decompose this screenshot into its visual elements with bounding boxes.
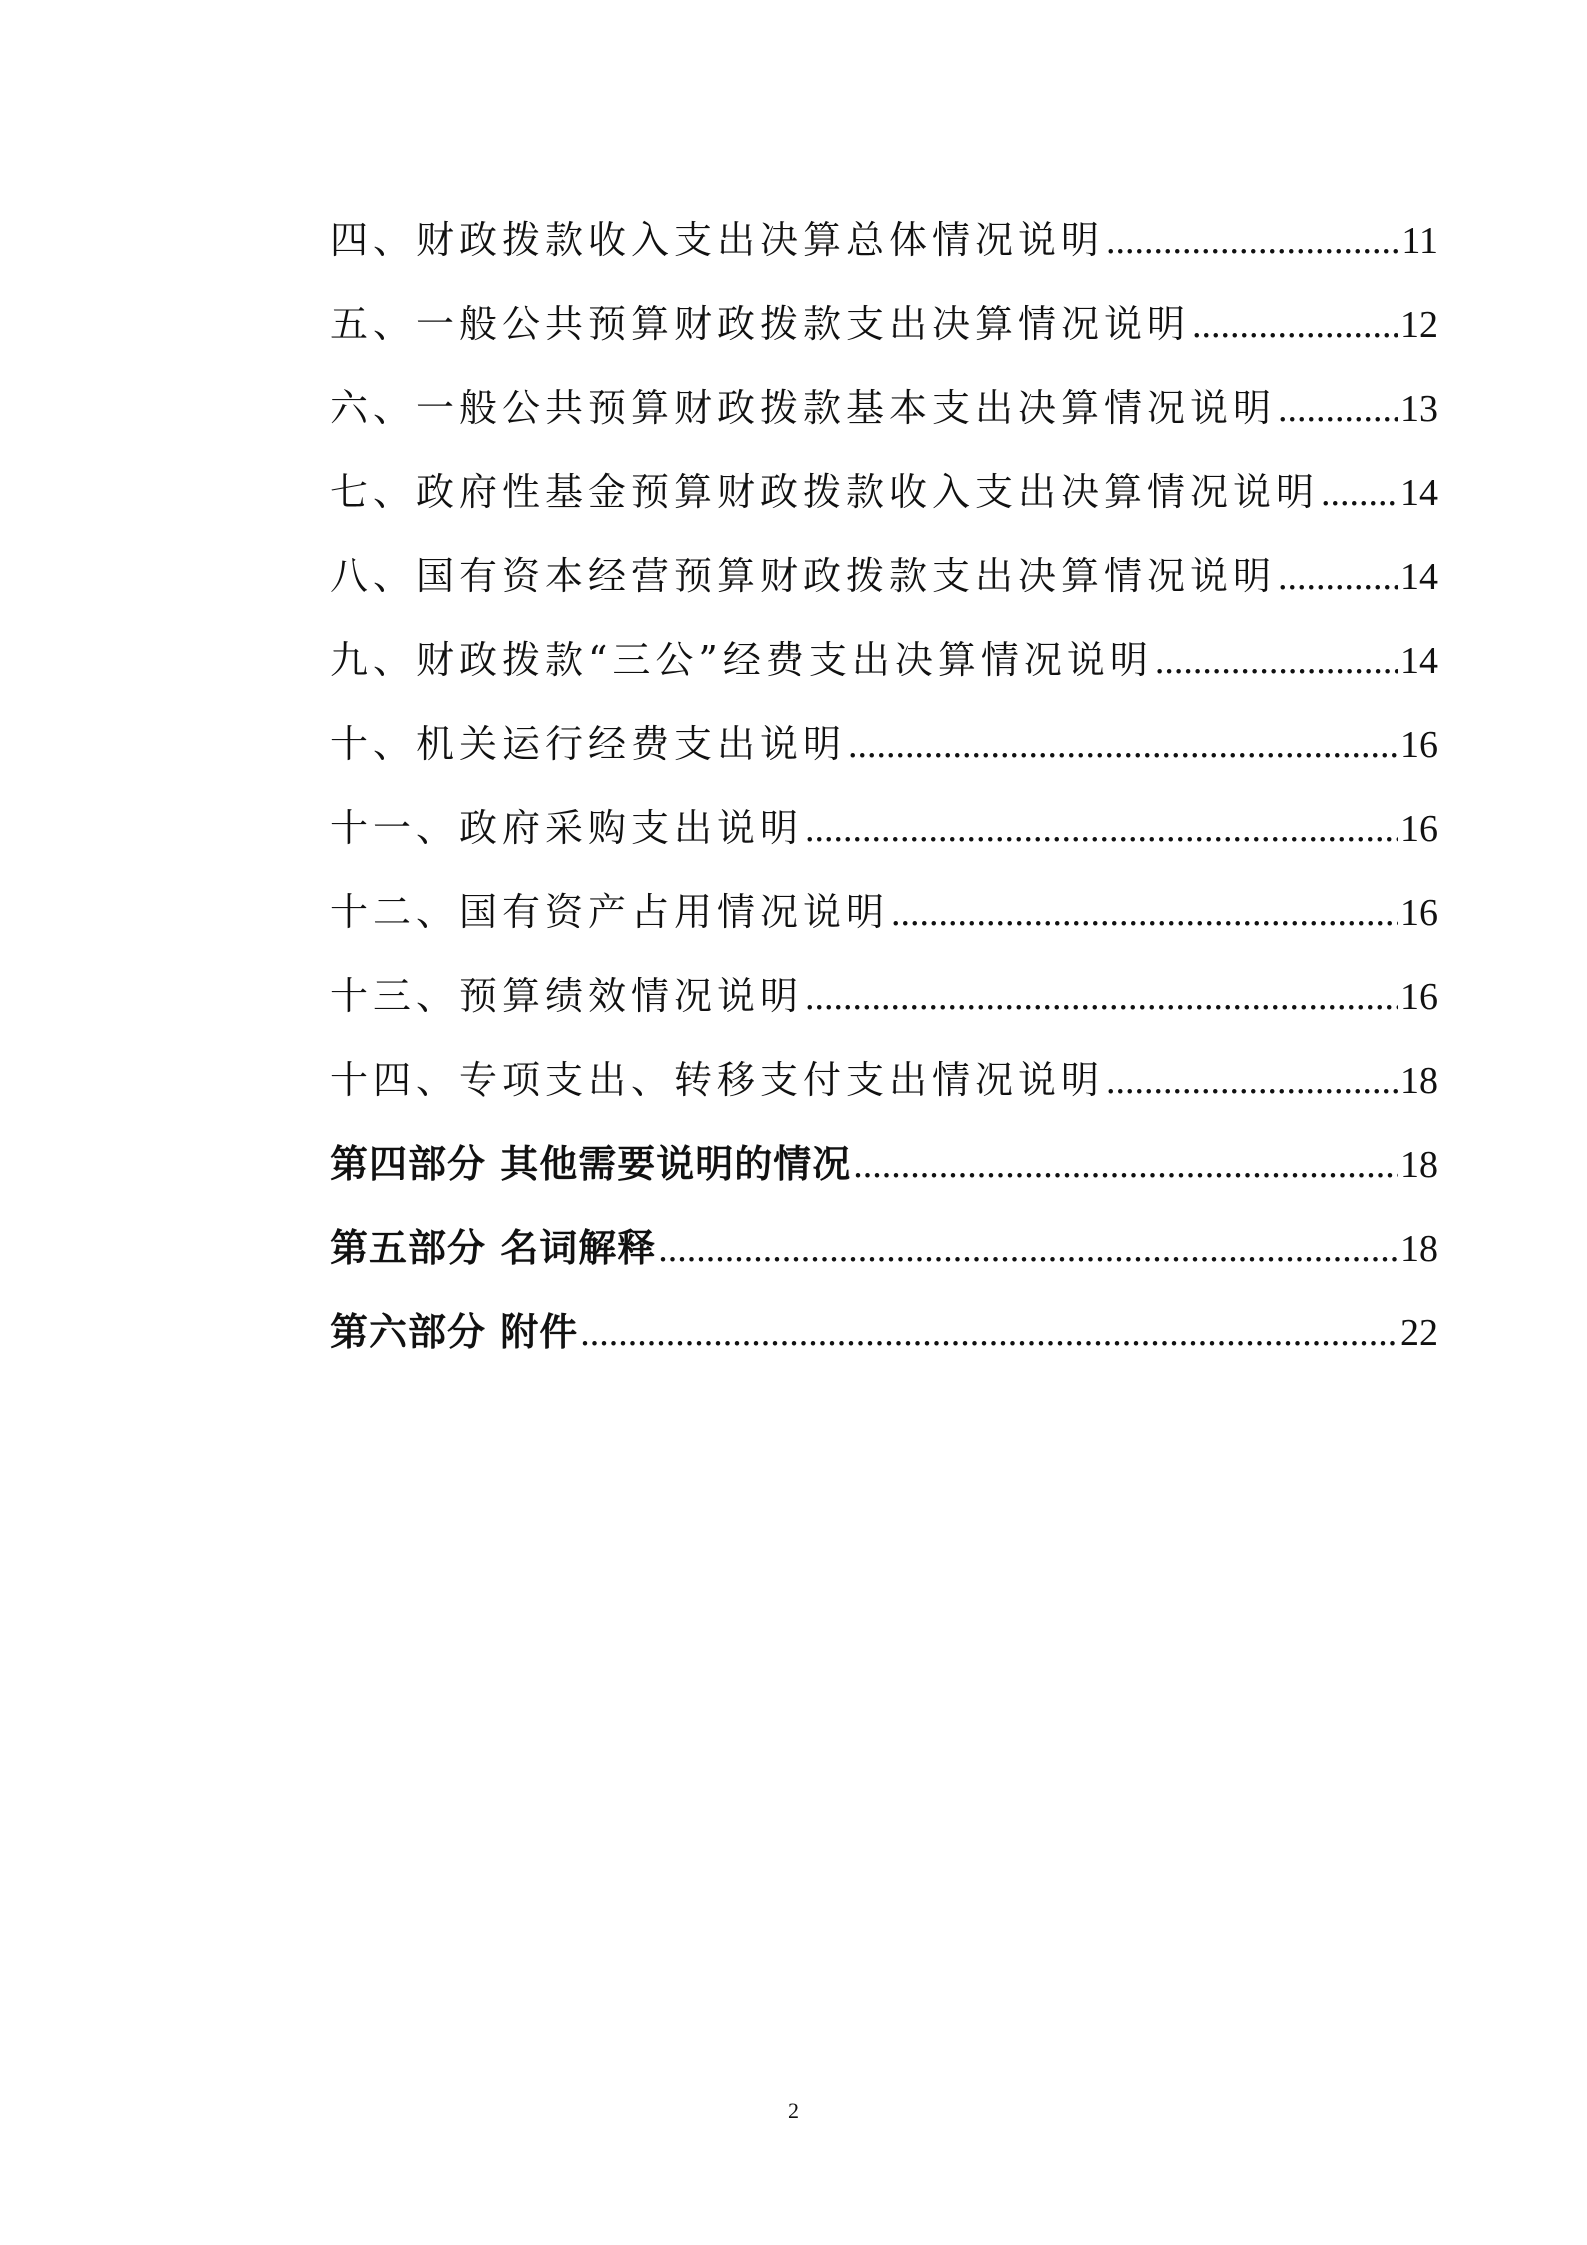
- dot-leader: [1321, 451, 1398, 535]
- dot-leader: [580, 1291, 1398, 1375]
- toc-entry-title: 五、一般公共预算财政拨款支出决算情况说明: [330, 302, 1191, 346]
- toc-entry-title: 十、机关运行经费支出说明: [330, 722, 847, 766]
- toc-entry[interactable]: [330, 702, 1438, 786]
- toc-entry[interactable]: [330, 786, 1438, 870]
- toc-entry[interactable]: [330, 870, 1438, 954]
- toc-part-title: 第五部分 名词解释: [330, 1226, 657, 1270]
- toc-entry-page: 18: [1400, 1228, 1438, 1270]
- toc-entry-page: 12: [1400, 304, 1438, 346]
- toc-entry-title: 十三、预算绩效情况说明: [330, 974, 804, 1018]
- toc-entry-page: 14: [1400, 472, 1438, 514]
- dot-leader: [805, 955, 1398, 1039]
- toc-part-entry[interactable]: [330, 1122, 1438, 1206]
- toc-entry-title: 四、财政拨款收入支出决算总体情况说明: [330, 218, 1105, 262]
- toc-entry-page: 18: [1400, 1060, 1438, 1102]
- toc-entry-page: 13: [1400, 388, 1438, 430]
- dot-leader: [891, 871, 1398, 955]
- toc-entry-title: 十一、政府采购支出说明: [330, 806, 804, 850]
- toc-entry-title: 八、国有资本经营预算财政拨款支出决算情况说明: [330, 554, 1277, 598]
- toc-entry-page: 16: [1400, 724, 1438, 766]
- toc-entry-page: 22: [1400, 1312, 1438, 1354]
- dot-leader: [1106, 1039, 1398, 1123]
- dot-leader: [1155, 619, 1398, 703]
- toc-entry[interactable]: [330, 1038, 1438, 1122]
- dot-leader: [1278, 535, 1398, 619]
- toc-entry-page: 18: [1400, 1144, 1438, 1186]
- toc-part-entry[interactable]: [330, 1206, 1438, 1290]
- toc-entry[interactable]: [330, 534, 1438, 618]
- table-of-contents: [330, 198, 1438, 1374]
- toc-entry[interactable]: [330, 450, 1438, 534]
- page-number: 2: [788, 2098, 799, 2123]
- toc-entry-title: 十四、专项支出、转移支付支出情况说明: [330, 1058, 1105, 1102]
- toc-entry-page: 16: [1400, 976, 1438, 1018]
- toc-entry-title: 六、一般公共预算财政拨款基本支出决算情况说明: [330, 386, 1277, 430]
- dot-leader: [805, 787, 1398, 871]
- dot-leader: [658, 1207, 1398, 1291]
- toc-entry[interactable]: [330, 618, 1438, 702]
- dot-leader: [848, 703, 1398, 787]
- toc-entry-title: 十二、国有资产占用情况说明: [330, 890, 890, 934]
- toc-entry-page: 16: [1400, 808, 1438, 850]
- toc-part-title: 第六部分 附件: [330, 1310, 579, 1354]
- toc-part-title: 第四部分 其他需要说明的情况: [330, 1142, 852, 1186]
- toc-part-entry[interactable]: [330, 1290, 1438, 1374]
- toc-entry-title: 七、政府性基金预算财政拨款收入支出决算情况说明: [330, 470, 1320, 514]
- toc-entry-page: 11: [1401, 220, 1438, 262]
- toc-entry[interactable]: [330, 366, 1438, 450]
- toc-entry-page: 16: [1400, 892, 1438, 934]
- toc-entry-title: 九、财政拨款“三公”经费支出决算情况说明: [330, 638, 1153, 682]
- toc-entry-page: 14: [1400, 640, 1438, 682]
- toc-entry[interactable]: [330, 954, 1438, 1038]
- dot-leader: [1278, 367, 1398, 451]
- dot-leader: [1106, 199, 1399, 283]
- toc-entry-page: 14: [1400, 556, 1438, 598]
- toc-entry[interactable]: [330, 282, 1438, 366]
- toc-entry[interactable]: [330, 198, 1438, 282]
- dot-leader: [1192, 283, 1398, 367]
- dot-leader: [853, 1123, 1398, 1207]
